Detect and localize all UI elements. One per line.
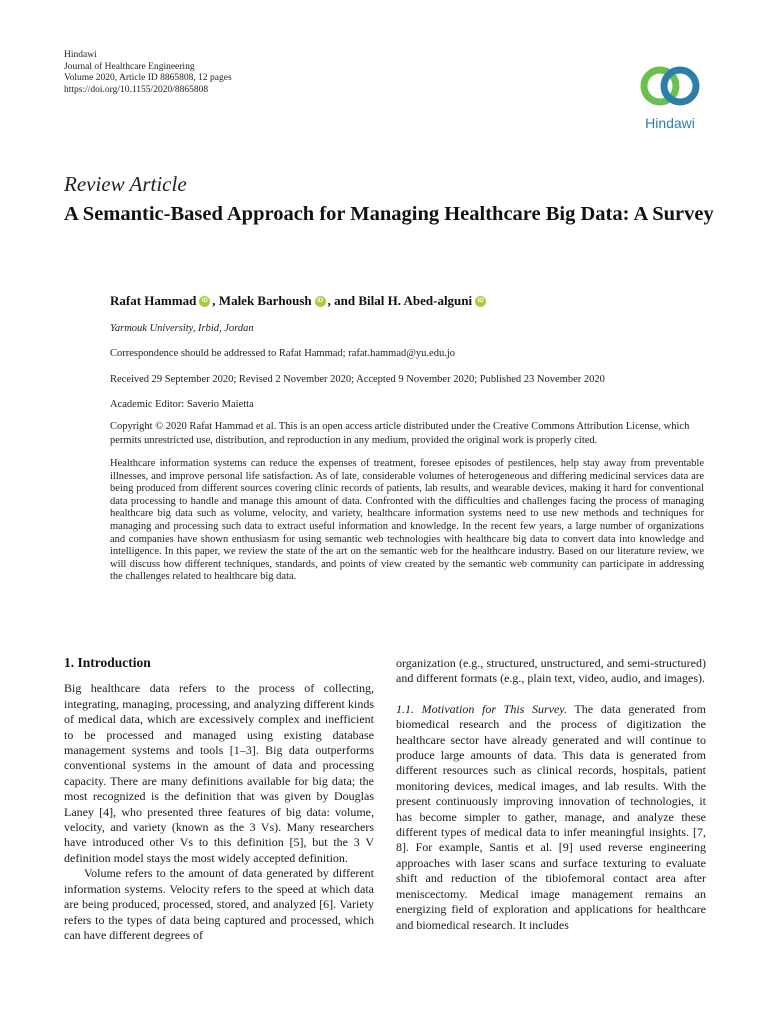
author-name[interactable]: Bilal H. Abed-alguni bbox=[358, 293, 473, 308]
body-paragraph: Big healthcare data refers to the process of collecting, integrating, managing, processing, and analyzing different kinds of medical data, which are excessively complex and inefficient to be processed and managed using existing database management systems and tools [1–3]. Big data outperforms conventional systems in the amount of data and processing capacity. There are many definitions available for big data; the most recognized is the definition that was given by Douglas Laney [4], who presented three features of big data: volume, velocity, and variety (known as the 3 Vs). Many researchers have introduced other Vs to this definition [5], but the 3 V definition model stays the most widely accepted definition. bbox=[64, 681, 374, 865]
author-name[interactable]: Malek Barhoush bbox=[218, 293, 312, 308]
journal-metadata bbox=[64, 50, 232, 96]
right-column bbox=[396, 656, 706, 933]
journal-name: Journal of Healthcare Engineering bbox=[64, 61, 195, 72]
section-heading: 1. Introduction bbox=[64, 655, 151, 670]
author-name[interactable]: Rafat Hammad bbox=[110, 293, 197, 308]
hindawi-rings-icon bbox=[638, 60, 702, 112]
abstract: Healthcare information systems can reduce the expenses of treatment, foresee episodes of pestilences, help stay away from preventable illnesses, and improve personal life satisfaction. As of late, considerable volumes of heterogeneous and differing medicinal services data are being produced from different sources covering clinic records of patients, lab results, and wearable devices, making it hard for conventional data processing to handle and manage this amount of data. Confronted with the difficulties and challenges facing the process of managing healthcare big data such as volume, velocity, and variety, healthcare information systems need to use new methods and techniques for managing and processing such data to extract useful information and knowledge. In the recent few years, a large number of organizations and companies have shown enthusiasm for using semantic web technologies with healthcare big data to convert data into knowledge and intelligence. In this paper, we review the state of the art on the semantic web for the healthcare industry. Based on our literature review, we will discuss how different techniques, standards, and points of view created by the semantic web community can participate in addressing the challenges related to healthcare big data. bbox=[110, 458, 704, 583]
subsection-text: The data generated from biomedical research and the process of digitization the healthcare sector have already generated and will continue to produce large amounts of data. This data is generated from different resources such as clinical records, hospitals, patient monitoring devices, medical images, and lab results. With the present continuously improving innovation of technologies, it has become simpler to gather, manage, and analyze these different types of medical data to infer meaningful insights. [7, 8]. For example, Santis et al. [9] used reverse engineering approaches with laser scans and surface texturing to evaluate shift and reduction of the tibiofemoral contact area after meniscectomy. Medical image management remains an energizing field of exploration and applications for healthcare and biomedical research. It includes bbox=[396, 701, 706, 932]
publication-dates: Received 29 September 2020; Revised 2 November 2020; Accepted 9 November 2020; Published 23 November 2020 bbox=[110, 374, 605, 385]
subsection-heading: 1.1. Motivation for This Survey. bbox=[396, 701, 567, 716]
author-separator: , bbox=[212, 293, 219, 308]
correspondence: Correspondence should be addressed to Rafat Hammad; rafat.hammad@yu.edu.jo bbox=[110, 348, 455, 359]
hindawi-logo bbox=[630, 60, 710, 136]
orcid-icon[interactable]: iD bbox=[475, 296, 486, 307]
author-separator: , and bbox=[327, 293, 359, 308]
article-type: Review Article bbox=[64, 172, 187, 196]
orcid-icon[interactable]: iD bbox=[315, 296, 326, 307]
logo-wordmark: Hindawi bbox=[645, 115, 695, 131]
academic-editor: Academic Editor: Saverio Maietta bbox=[110, 399, 254, 410]
body-paragraph bbox=[396, 702, 706, 933]
body-paragraph: Volume refers to the amount of data generated by different information systems. Velocity refers to the speed at which data are being produced, processed, stored, and analyzed [6]. Variety refers to the types of data being captured and processed, which can have different degrees of bbox=[64, 866, 374, 942]
copyright-notice: Copyright © 2020 Rafat Hammad et al. This is an open access article distributed under the Creative Commons Attribution License, which permits unrestricted use, distribution, and reproduction in any medium, provided the original work is properly cited. bbox=[110, 421, 690, 446]
author-list bbox=[110, 293, 488, 309]
doi-link[interactable]: https://doi.org/10.1155/2020/8865808 bbox=[64, 84, 209, 95]
volume-line: Volume 2020, Article ID 8865808, 12 pages bbox=[64, 73, 232, 83]
article-title: A Semantic-Based Approach for Managing Healthcare Big Data: A Survey bbox=[64, 203, 714, 225]
publisher-name: Hindawi bbox=[64, 50, 97, 60]
orcid-icon[interactable]: iD bbox=[199, 296, 210, 307]
body-paragraph: organization (e.g., structured, unstructured, and semi-structured) and different formats (e.g., plain text, video, audio, and images). bbox=[396, 656, 706, 686]
affiliation: Yarmouk University, Irbid, Jordan bbox=[110, 323, 254, 334]
left-column bbox=[64, 655, 374, 943]
